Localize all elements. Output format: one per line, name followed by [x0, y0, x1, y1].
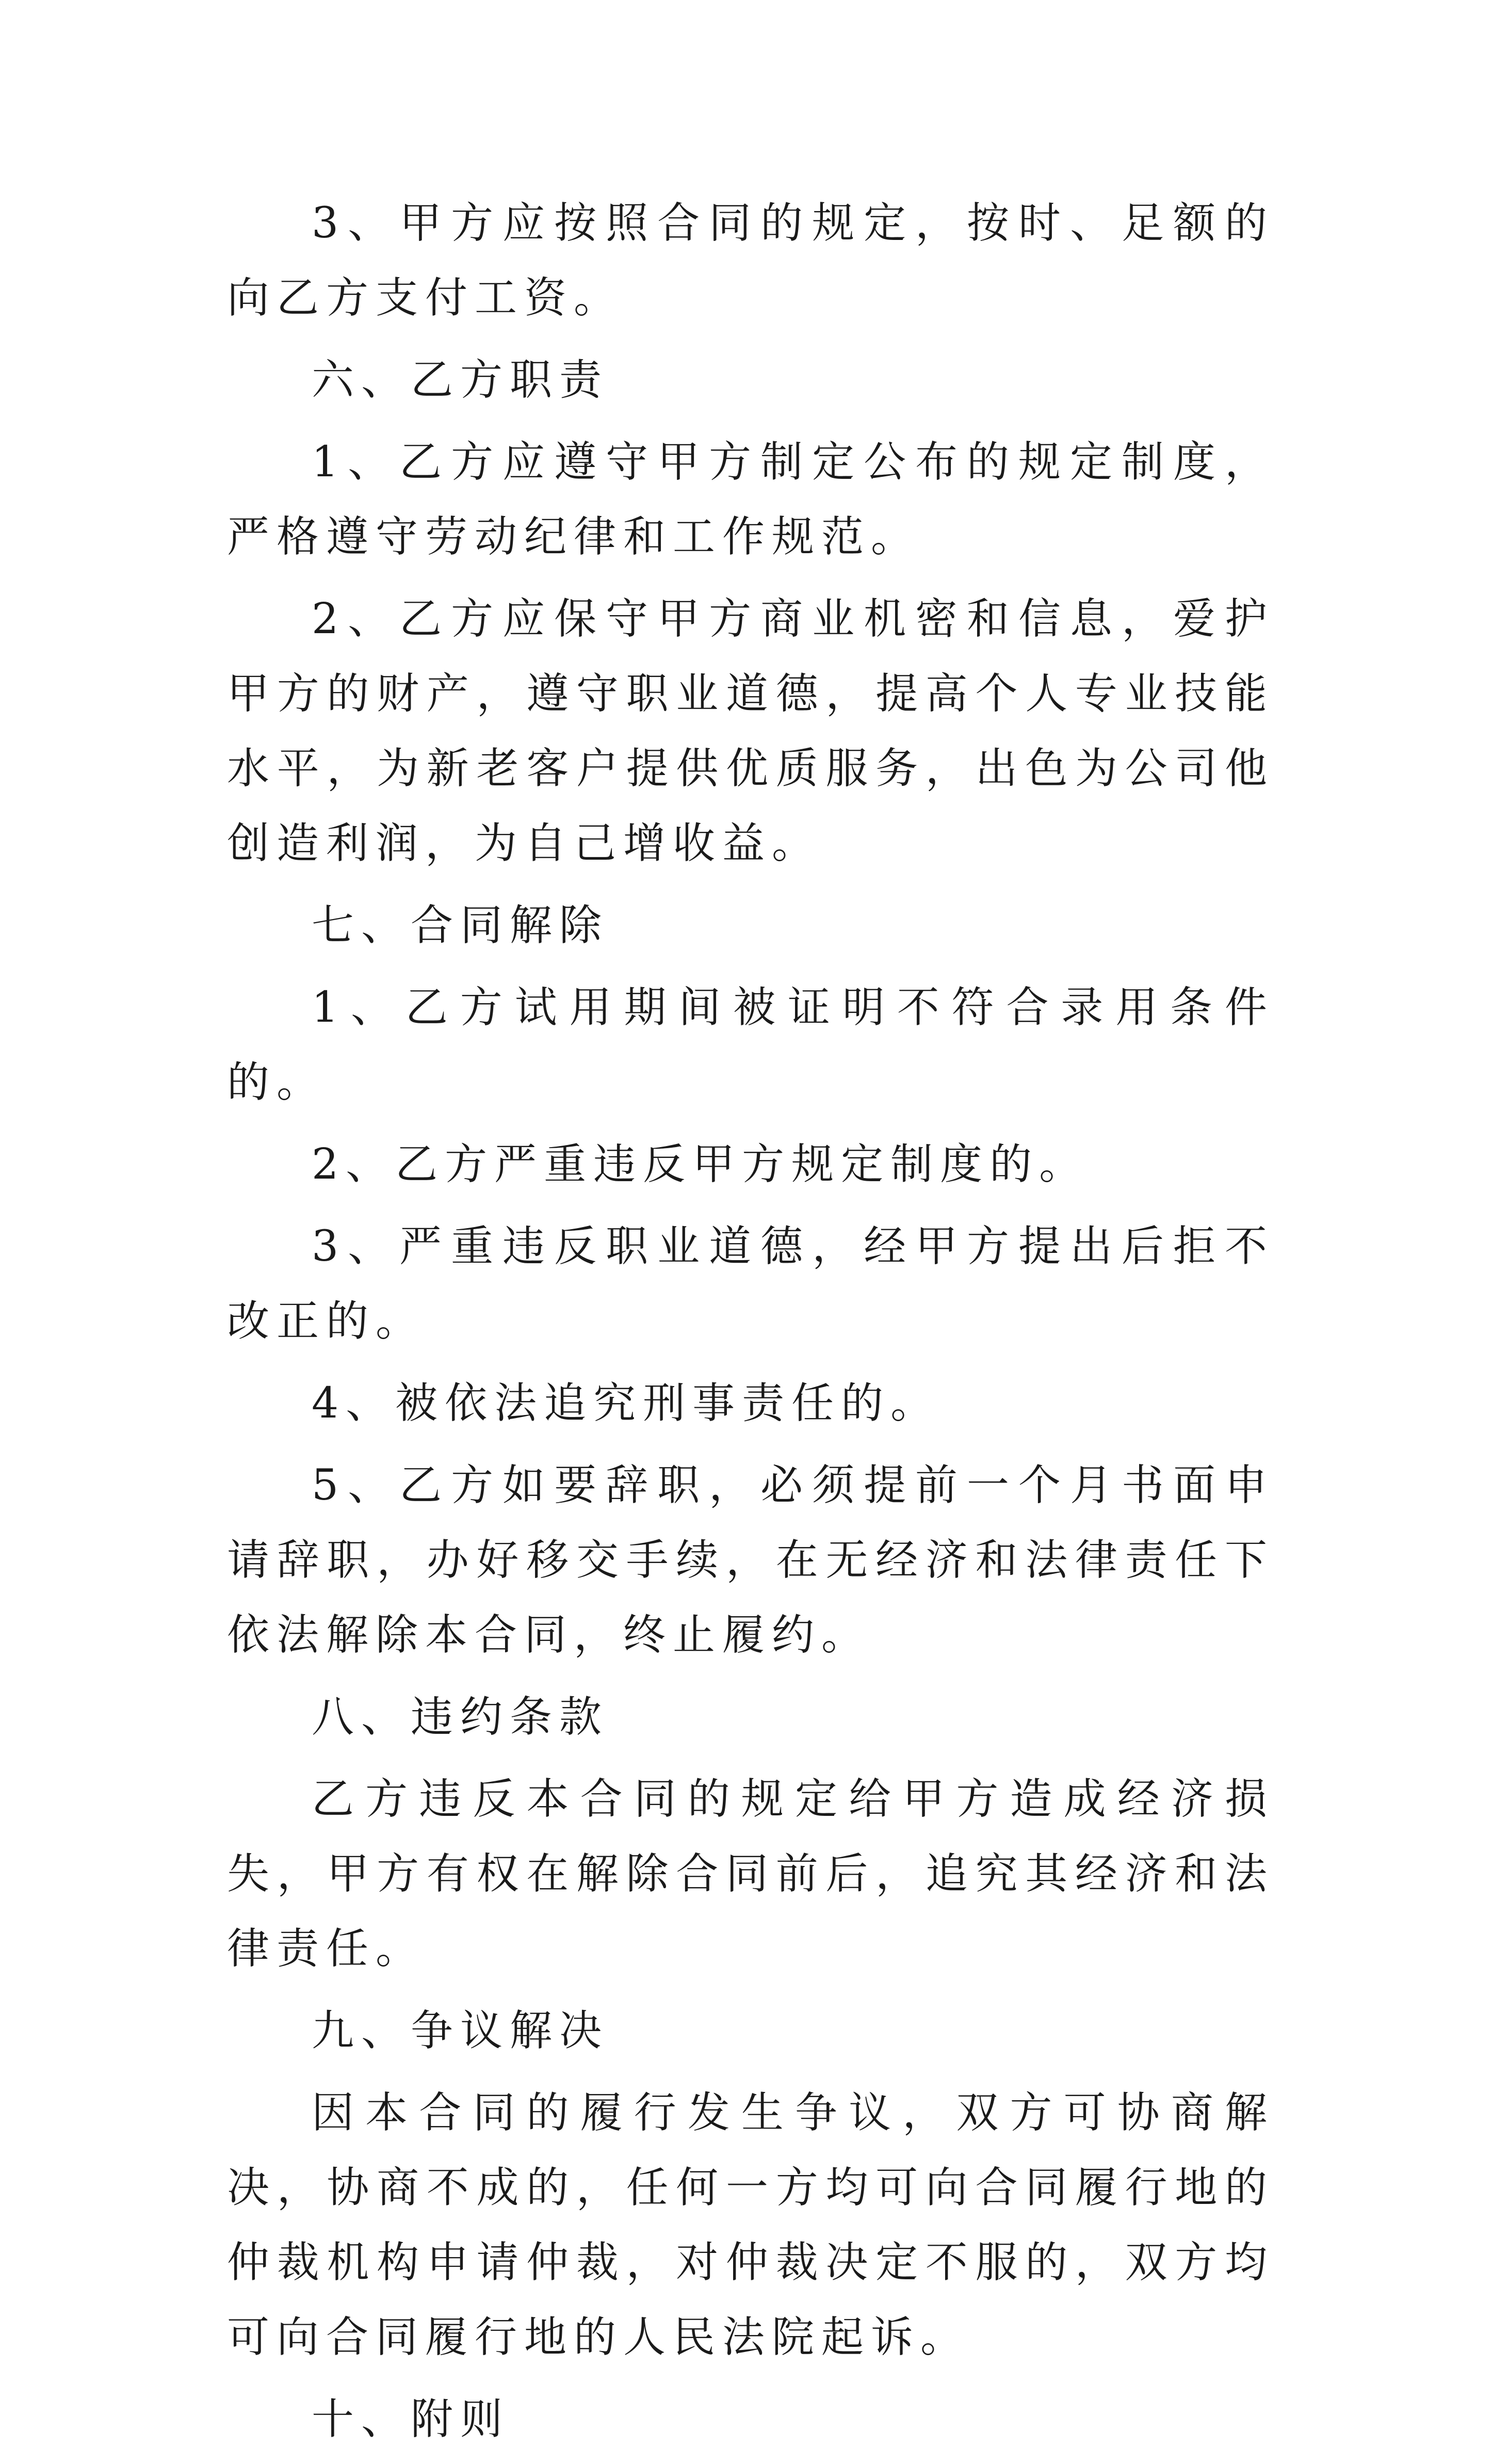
section-heading-appendix: 十、附则	[312, 2395, 510, 2444]
document-body	[227, 186, 1274, 2464]
section-heading-dispute: 九、争议解决	[312, 2006, 609, 2055]
section-heading-termination: 七、合同解除	[312, 901, 609, 950]
paragraph-termination-3: 3、严重违反职业道德，经甲方提出后拒不改正的。	[227, 1222, 1274, 1346]
paragraph-dispute: 因本合同的履行发生争议，双方可协商解决，协商不成的，任何一方均可向合同履行地的仲裁机构申请仲裁，对仲裁决定不服的，双方均可向合同履行地的人民法院起诉。	[227, 2088, 1274, 2362]
paragraph-termination-2: 2、乙方严重违反甲方规定制度的。	[312, 1140, 1089, 1189]
paragraph-payment-clause: 3、甲方应按照合同的规定，按时、足额的向乙方支付工资。	[227, 199, 1274, 323]
paragraph-termination-4: 4、被依法追究刑事责任的。	[312, 1379, 940, 1428]
paragraph-duty-1: 1、乙方应遵守甲方制定公布的规定制度，严格遵守劳动纪律和工作规范。	[227, 438, 1274, 561]
section-heading-party-b-duties: 六、乙方职责	[312, 356, 609, 405]
section-heading-breach: 八、违约条款	[312, 1693, 609, 1742]
paragraph-termination-5: 5、乙方如要辞职，必须提前一个月书面申请辞职，办好移交手续，在无经济和法律责任下依法解除本合同，终止履约。	[227, 1461, 1274, 1660]
paragraph-duty-2: 2、乙方应保守甲方商业机密和信息，爱护甲方的财产，遵守职业道德，提高个人专业技能水平，为新老客户提供优质服务，出色为公司他创造利润，为自己增收益。	[227, 594, 1274, 868]
paragraph-termination-1: 1、乙方试用期间被证明不符合录用条件的。	[227, 983, 1274, 1107]
paragraph-breach: 乙方违反本合同的规定给甲方造成经济损失，甲方有权在解除合同前后，追究其经济和法律责任。	[227, 1775, 1274, 1973]
